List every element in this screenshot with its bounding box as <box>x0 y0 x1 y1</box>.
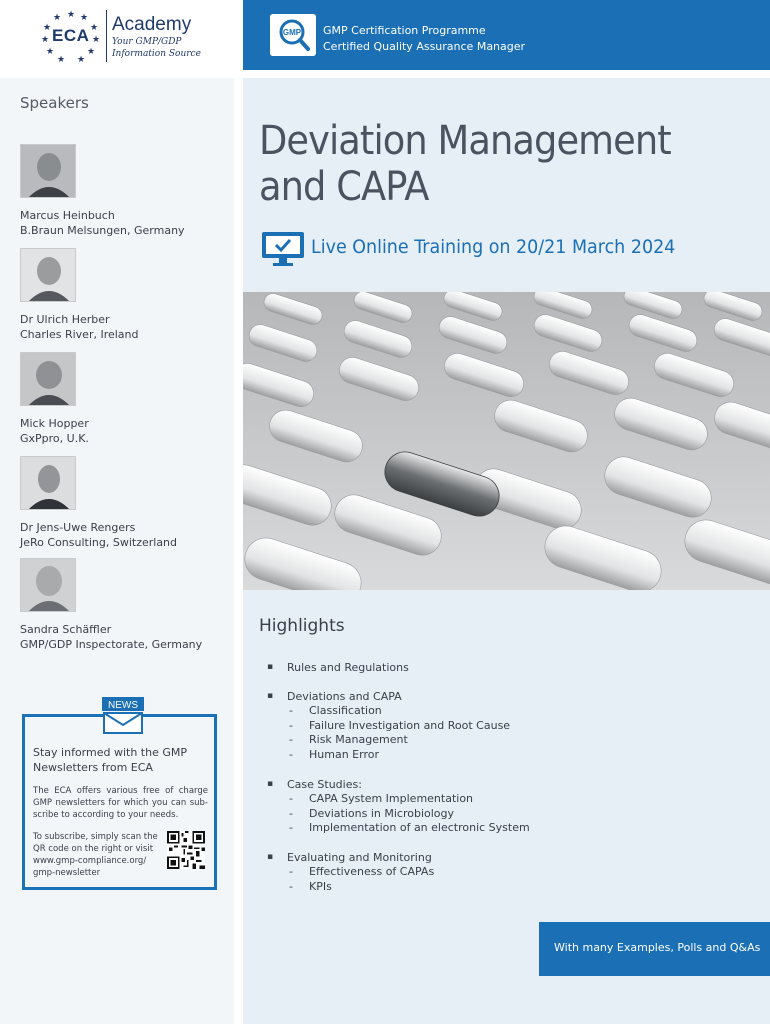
programme-header <box>243 0 770 70</box>
speaker-org: GMP/GDP Inspectorate, Germany <box>20 638 203 651</box>
highlight-subitem: - Human Error <box>267 748 747 763</box>
speakers-panel <box>0 78 234 1024</box>
speaker-card <box>20 248 230 342</box>
speaker-photo <box>20 558 76 612</box>
highlight-subitem: - KPIs <box>267 880 747 895</box>
speaker-card <box>20 456 230 550</box>
speaker-photo <box>20 248 76 302</box>
gmp-magnifier-icon <box>270 14 316 56</box>
highlight-subitem: - Implementation of an electronic System <box>267 821 747 836</box>
examples-polls-text: With many Examples, Polls and Q&As <box>554 941 761 954</box>
speaker-name: Marcus Heinbuch <box>20 209 115 222</box>
speaker-name: Dr Jens-Uwe Rengers <box>20 521 136 534</box>
highlight-item: ▪ Case Studies: <box>267 777 747 792</box>
newsletter-envelope-icon <box>101 697 145 735</box>
programme-line-1: GMP Certification Programme <box>323 24 486 37</box>
newsletter-badge: NEWS <box>108 700 138 711</box>
highlight-group <box>267 660 747 675</box>
svg-text:★: ★ <box>41 35 50 45</box>
speaker-org: Charles River, Ireland <box>20 328 139 341</box>
examples-polls-banner <box>539 922 770 976</box>
newsletter-subscribe-text: To subscribe, simply scan the QR code on the right or visit www.gmp-compliance.org/ gmp-newsletter <box>33 832 158 878</box>
speaker-card <box>20 352 230 446</box>
highlight-group <box>267 689 747 762</box>
highlight-item: ▪ Rules and Regulations <box>267 660 747 675</box>
svg-text:★: ★ <box>80 13 89 23</box>
capsules-illustration <box>243 292 770 590</box>
highlight-subitem: - Deviations in Microbiology <box>267 807 747 822</box>
course-panel <box>243 78 770 1024</box>
speaker-card <box>20 144 230 238</box>
speaker-org: B.Braun Melsungen, Germany <box>20 224 185 237</box>
highlight-item: ▪ Deviations and CAPA <box>267 689 747 704</box>
highlight-item: ▪ Evaluating and Monitoring <box>267 850 747 865</box>
left-column <box>0 0 234 1024</box>
svg-text:★: ★ <box>90 23 99 33</box>
programme-line-2: Certified Quality Assurance Manager <box>323 40 526 53</box>
course-title-line-2: and CAPA <box>259 164 429 210</box>
highlight-subitem: - Classification <box>267 704 747 719</box>
highlight-group <box>267 777 747 836</box>
newsletter-box[interactable] <box>22 700 217 890</box>
newsletter-body: The ECA offers various free of charge GMP newsletters for which you can sub-scribe to according to your needs. <box>33 786 208 820</box>
speakers-heading: Speakers <box>20 94 89 112</box>
capsules-photo <box>243 292 770 590</box>
course-title-line-1: Deviation Management <box>259 118 671 164</box>
svg-text:★: ★ <box>92 35 101 45</box>
tagline-line-2: Information Source <box>112 49 201 59</box>
speaker-org: GxPpro, U.K. <box>20 432 89 445</box>
monitor-check-icon <box>261 230 305 268</box>
speaker-photo <box>20 144 76 198</box>
logo-name: Academy <box>112 14 192 35</box>
live-training-date: Live Online Training on 20/21 March 2024 <box>311 236 676 258</box>
eca-academy-logo[interactable] <box>0 0 234 70</box>
logo-brand: ECA <box>52 26 90 45</box>
highlights-heading: Highlights <box>259 616 345 636</box>
speaker-photo <box>20 456 76 510</box>
speaker-name: Mick Hopper <box>20 417 89 430</box>
highlight-subitem: - CAPA System Implementation <box>267 792 747 807</box>
speaker-photo <box>20 352 76 406</box>
course-title <box>259 118 671 210</box>
gmp-badge-text: GMP <box>282 28 302 37</box>
qr-code-icon[interactable] <box>167 831 205 869</box>
svg-text:★: ★ <box>43 23 52 33</box>
speaker-org: JeRo Consulting, Switzerland <box>20 536 178 549</box>
newsletter-title: Stay informed with the GMP Newsletters from ECA <box>33 746 187 774</box>
logo-tagline <box>112 36 201 60</box>
speaker-name: Dr Ulrich Herber <box>20 313 110 326</box>
highlight-subitem: - Failure Investigation and Root Cause <box>267 719 747 734</box>
highlight-subitem: - Risk Management <box>267 733 747 748</box>
speaker-card <box>20 558 230 652</box>
svg-text:★: ★ <box>87 47 96 57</box>
svg-text:★: ★ <box>67 10 76 20</box>
svg-text:★: ★ <box>57 55 66 64</box>
right-column <box>243 0 770 1024</box>
highlight-group <box>267 850 747 894</box>
speaker-name: Sandra Schäffler <box>20 623 112 636</box>
tagline-line-1: Your GMP/GDP <box>112 37 182 47</box>
highlight-subitem: - Effectiveness of CAPAs <box>267 865 747 880</box>
svg-text:★: ★ <box>53 13 62 23</box>
svg-text:★: ★ <box>46 47 55 57</box>
logo-divider <box>106 10 107 62</box>
svg-text:★: ★ <box>77 55 86 64</box>
